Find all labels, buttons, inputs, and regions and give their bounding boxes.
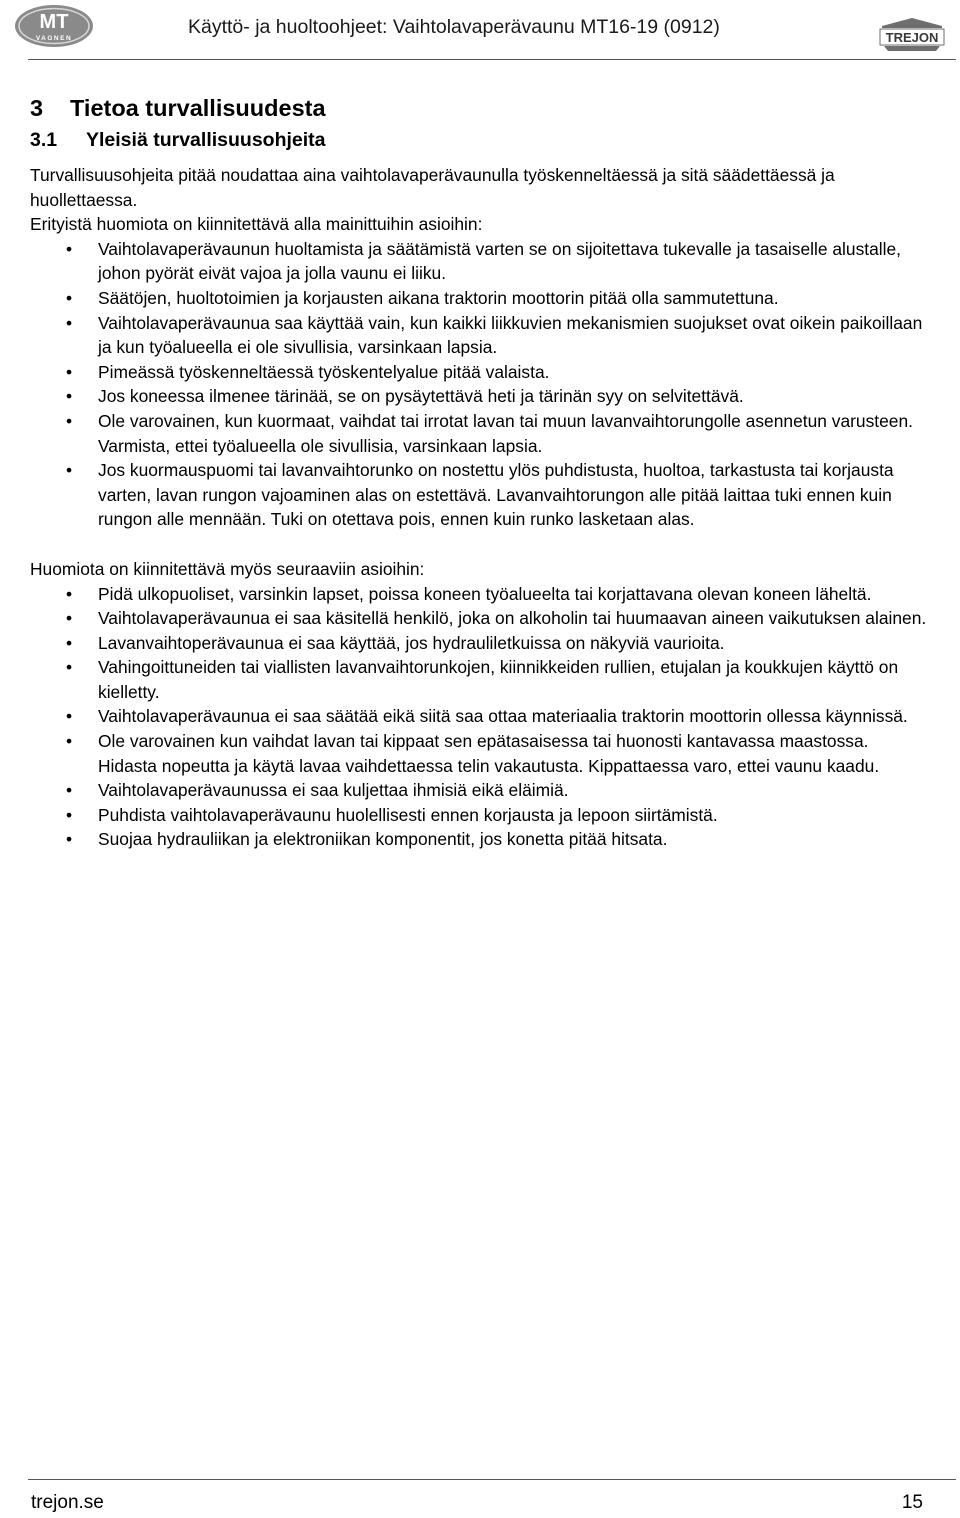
list-item-text: Vaihtolavaperävaunua ei saa säätää eikä siitä saa ottaa materiaalia traktorin moottorin ollessa käynnissä.: [98, 706, 908, 727]
list-item: [30, 409, 930, 458]
list-item: [30, 803, 930, 828]
bullet-icon: •: [65, 410, 73, 431]
list-item-text: Jos koneessa ilmenee tärinää, se on pysäytettävä heti ja tärinän syy on selvitettävä.: [98, 386, 744, 407]
bullet-icon: •: [65, 312, 73, 333]
bullet-icon: •: [65, 632, 73, 653]
bullet-icon: •: [65, 238, 73, 259]
list-item: [30, 582, 930, 607]
list-item: [30, 360, 930, 385]
bullet-icon: •: [65, 780, 73, 801]
list-item: [30, 606, 930, 631]
list-item-text: Suojaa hydrauliikan ja elektroniikan komponentit, jos konetta pitää hitsata.: [98, 829, 668, 850]
intro-paragraph: Turvallisuusohjeita pitää noudattaa aina vaihtolavaperävaunulla työskenneltäessä ja sitä säädettäessä ja huollettaessa.: [30, 165, 835, 210]
section-title: Tietoa turvallisuudesta: [70, 95, 326, 121]
list-item-text: Vaihtolavaperävaunua ei saa käsitellä henkilö, joka on alkoholin tai huumaavan aineen vaikutuksen alainen.: [98, 608, 927, 629]
subsection-number: 3.1: [30, 129, 58, 151]
list-item-text: Jos kuormauspuomi tai lavanvaihtorunko on nostettu ylös puhdistusta, huoltoa, tarkastusta tai korjausta varten, lavan rungon vajoaminen alas on estettävä. Lavanvaihtorungon alle pitää laittaa tuki ennen kuin rungon alle mennään. Tuki on otettava pois, ennen kuin runko lasketaan alas.: [98, 460, 894, 530]
bullet-icon: •: [65, 583, 73, 604]
list-item-text: Ole varovainen kun vaihdat lavan tai kippaat sen epätasaisessa tai huonosti kantavassa maastossa. Hidasta nopeutta ja käytä lavaa vaihdettaessa telin vakautusta. Kippattaessa varo, ettei vaunu kaadu.: [98, 731, 880, 776]
safety-list: [30, 237, 930, 532]
bullet-icon: •: [65, 657, 73, 678]
additional-safety-list: [30, 582, 930, 853]
bullet-icon: •: [65, 361, 73, 382]
bullet-icon: •: [65, 608, 73, 629]
mt-vagnen-logo: [14, 4, 94, 48]
logo-mt-text: MT: [39, 11, 69, 33]
section-heading: [30, 92, 930, 124]
list-item: [30, 286, 930, 311]
list-item: [30, 237, 930, 286]
page-content: [30, 92, 930, 852]
list-item-text: Ole varovainen, kun kuormaat, vaihdat tai irrotat lavan tai muun lavanvaihtorungolle asennetun varusteen. Varmista, ettei työalueella ole sivullisia, varsinkaan lapsia.: [98, 410, 913, 456]
subsection-title: Yleisiä turvallisuusohjeita: [86, 129, 326, 151]
list-item-text: Vaihtolavaperävaunun huoltamista ja säätämistä varten se on sijoitettava tukevalle ja tasaiselle alustalle, johon pyörät eivät vajoa ja jolla vaunu ei liiku.: [98, 238, 902, 284]
list-item: [30, 704, 930, 729]
bullet-icon: •: [65, 460, 73, 481]
bullet-icon: •: [65, 706, 73, 727]
list-item: [30, 827, 930, 852]
list-item: [30, 311, 930, 360]
list-item-text: Säätöjen, huoltotoimien ja korjausten aikana traktorin moottorin pitää olla sammutettuna.: [98, 287, 779, 308]
list-item-text: Vaihtolavaperävaunua saa käyttää vain, kun kaikki liikkuvien mekanismien suojukset ovat oikein paikoillaan ja kun työalueella ei ole sivullisia, varsinkaan lapsia.: [98, 312, 923, 358]
section-number: 3: [30, 95, 44, 121]
list-item: [30, 458, 930, 532]
logo-vagnen-text: VAGNEN: [35, 35, 73, 42]
bullet-icon: •: [65, 829, 73, 850]
list-item-text: Vahingoittuneiden tai viallisten lavanvaihtorunkojen, kiinnikkeiden rullien, etujalan ja koukkujen käyttö on kielletty.: [98, 657, 899, 702]
logo-trejon-text: TREJON: [885, 30, 939, 45]
bullet-icon: •: [65, 731, 73, 752]
page-header: [0, 0, 960, 60]
intro-lead: Erityistä huomiota on kiinnitettävä alla mainittuihin asioihin:: [30, 214, 483, 235]
list-item: [30, 384, 930, 409]
page-number: 15: [901, 1492, 923, 1513]
list-item-text: Vaihtolavaperävaunussa ei saa kuljettaa ihmisiä eikä eläimiä.: [98, 780, 569, 801]
secondary-lead: Huomiota on kiinnitettävä myös seuraaviin asioihin:: [30, 558, 425, 579]
list-item: [30, 655, 930, 704]
list-item-text: Pidä ulkopuoliset, varsinkin lapset, poissa koneen työalueelta tai korjattavana olevan koneen läheltä.: [98, 583, 872, 604]
header-divider: [28, 59, 956, 60]
list-item-text: Pimeässä työskenneltäessä työskentelyalue pitää valaista.: [98, 361, 550, 382]
list-item-text: Puhdista vaihtolavaperävaunu huolellisesti ennen korjausta ja lepoon siirtämistä.: [98, 804, 718, 825]
trejon-logo: [876, 16, 948, 54]
footer-divider: [28, 1479, 956, 1480]
bullet-icon: •: [65, 386, 73, 407]
list-item-text: Lavanvaihtoperävaunua ei saa käyttää, jos hydrauliletkuissa on näkyviä vaurioita.: [98, 632, 725, 653]
bullet-icon: •: [65, 804, 73, 825]
bullet-icon: •: [65, 287, 73, 308]
list-item: [30, 729, 930, 778]
list-item: [30, 778, 930, 803]
document-title: Käyttö- ja huoltoohjeet: Vaihtolavaperävaunu MT16-19 (0912): [188, 16, 720, 38]
footer-site: trejon.se: [31, 1492, 104, 1513]
subsection-heading: [30, 125, 930, 155]
list-item: [30, 631, 930, 656]
